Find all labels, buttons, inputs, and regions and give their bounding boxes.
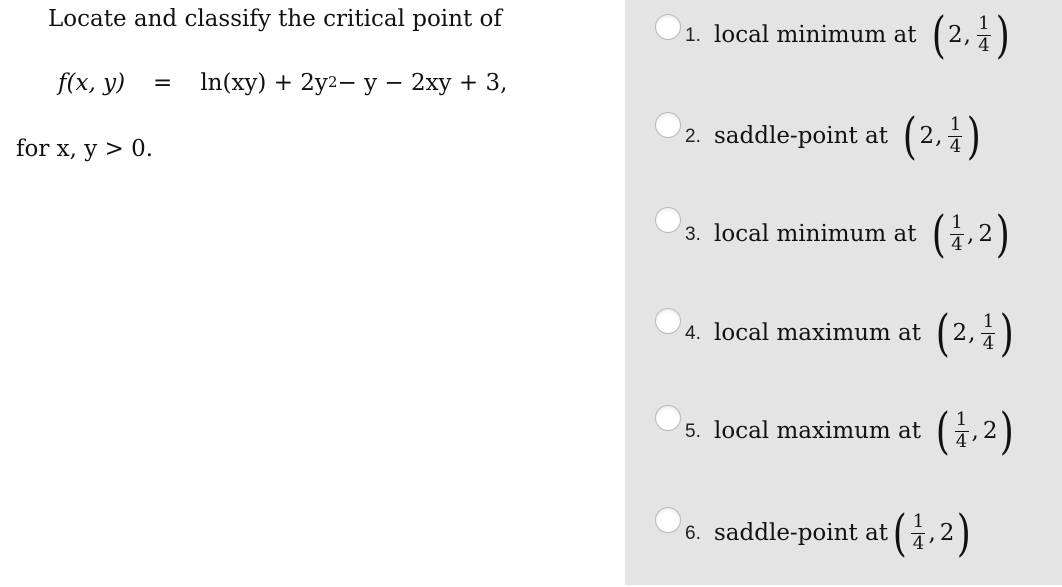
- fraction-numerator: 1: [982, 310, 995, 332]
- equation-rhs-part-b: − y − 2xy + 3,: [337, 70, 508, 96]
- radio-button-option-5[interactable]: [655, 405, 681, 431]
- coord-fraction: [977, 12, 991, 56]
- fraction-denominator: 4: [912, 532, 925, 554]
- left-paren: (: [892, 504, 907, 562]
- coord-integer: 2: [948, 22, 963, 48]
- point-coordinates: [900, 107, 984, 165]
- option-label: [714, 402, 1017, 460]
- radio-button-option-4[interactable]: [655, 308, 681, 334]
- option-label: [714, 107, 984, 165]
- option-text: local maximum at: [714, 418, 922, 444]
- answer-option-3[interactable]: [625, 207, 1062, 287]
- option-text: saddle-point at: [714, 123, 888, 149]
- option-text: local minimum at: [714, 22, 917, 48]
- answer-option-1[interactable]: [625, 6, 1062, 94]
- fraction-denominator: 4: [955, 430, 968, 452]
- coord-integer: 2: [919, 123, 935, 149]
- point-coordinates: [929, 6, 1013, 64]
- comma: ,: [968, 320, 976, 346]
- coord-fraction: [955, 408, 969, 452]
- equation-rhs-part-a: ln(xy) + 2y: [200, 70, 328, 96]
- left-paren: (: [931, 6, 946, 64]
- option-label: [714, 504, 974, 562]
- right-paren: ): [995, 6, 1010, 64]
- answer-option-5[interactable]: [625, 402, 1062, 485]
- option-text: local minimum at: [714, 221, 917, 247]
- radio-button-option-2[interactable]: [655, 112, 681, 138]
- answer-option-2[interactable]: [625, 107, 1062, 192]
- option-number: 1.: [685, 25, 701, 46]
- radio-button-option-1[interactable]: [655, 14, 681, 40]
- equation-lhs: f(x, y): [58, 70, 126, 96]
- question-title: Locate and classify the critical point of: [48, 6, 502, 32]
- coord-fraction: [911, 510, 925, 554]
- answer-option-6[interactable]: [625, 504, 1062, 587]
- right-paren: ): [1000, 304, 1015, 362]
- fraction-numerator: 1: [949, 113, 962, 135]
- coord-integer: 2: [939, 520, 955, 546]
- point-coordinates: [933, 304, 1017, 362]
- radio-button-option-6[interactable]: [655, 507, 681, 533]
- radio-button-option-3[interactable]: [655, 207, 681, 233]
- point-coordinates: [933, 402, 1017, 460]
- option-label: [714, 6, 1012, 64]
- option-number: 6.: [685, 523, 701, 544]
- fraction-numerator: 1: [912, 510, 925, 532]
- coord-integer: 2: [978, 221, 993, 247]
- option-number: 5.: [685, 421, 701, 442]
- left-paren: (: [935, 304, 950, 362]
- coord-fraction: [950, 211, 964, 255]
- left-paren: (: [935, 402, 950, 460]
- fraction-denominator: 4: [951, 233, 963, 255]
- fraction-denominator: 4: [978, 34, 990, 56]
- answer-options-panel: [625, 0, 1062, 585]
- comma: ,: [928, 520, 936, 546]
- fraction-numerator: 1: [978, 12, 990, 34]
- comma: ,: [935, 123, 943, 149]
- option-text: local maximum at: [714, 320, 922, 346]
- point-coordinates: [929, 205, 1013, 263]
- left-paren: (: [931, 205, 946, 263]
- point-coordinates: [890, 504, 974, 562]
- comma: ,: [963, 22, 971, 48]
- option-text: saddle-point at: [714, 520, 888, 546]
- option-label: [714, 304, 1017, 362]
- fraction-denominator: 4: [949, 135, 962, 157]
- comma: ,: [967, 221, 975, 247]
- answer-option-4[interactable]: [625, 304, 1062, 388]
- fraction-numerator: 1: [955, 408, 968, 430]
- right-paren: ): [957, 504, 972, 562]
- fraction-denominator: 4: [982, 332, 995, 354]
- option-number: 3.: [685, 224, 701, 245]
- coord-integer: 2: [982, 418, 998, 444]
- function-equation: [58, 70, 507, 96]
- left-paren: (: [902, 107, 917, 165]
- equals-sign: =: [153, 70, 173, 96]
- option-number: 4.: [685, 323, 701, 344]
- right-paren: ): [995, 205, 1010, 263]
- domain-condition: for x, y > 0.: [16, 136, 154, 162]
- coord-fraction: [948, 113, 962, 157]
- equation-exponent: 2: [327, 73, 338, 91]
- comma: ,: [971, 418, 979, 444]
- right-paren: ): [1000, 402, 1015, 460]
- coord-fraction: [981, 310, 995, 354]
- fraction-numerator: 1: [951, 211, 963, 233]
- coord-integer: 2: [952, 320, 968, 346]
- option-number: 2.: [685, 126, 701, 147]
- option-label: [714, 205, 1012, 263]
- right-paren: ): [967, 107, 982, 165]
